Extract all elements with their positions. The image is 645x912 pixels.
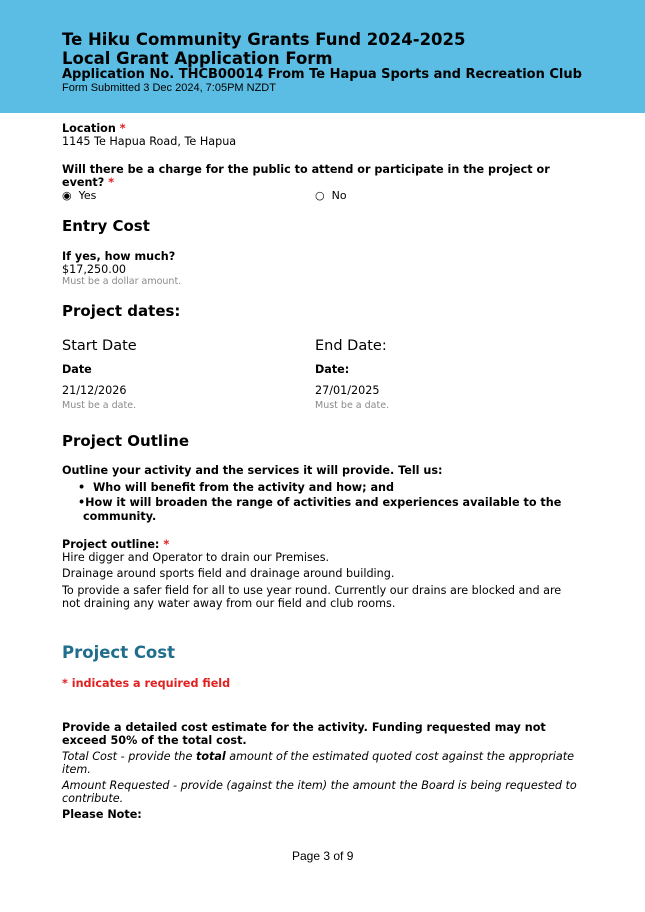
radio-no[interactable] [315, 189, 347, 202]
start-date-label: Date [62, 363, 92, 376]
entry-cost-hint: Must be a dollar amount. [62, 276, 182, 287]
fund-title: Te Hiku Community Grants Fund 2024-2025 [62, 30, 466, 49]
radio-yes-label: Yes [78, 189, 97, 202]
required-mark: * [108, 176, 115, 189]
list-item: • Who will benefit from the activity and how; and [78, 481, 394, 494]
end-date-hint: Must be a date. [315, 400, 390, 411]
required-mark: * [119, 122, 126, 135]
list-item: •How it will broaden the range of activities and experiences available to the [78, 496, 562, 509]
list-item-cont: community. [83, 510, 157, 523]
cost-estimate-instruction-cont: exceed 50% of the total cost. [62, 734, 247, 747]
location-label: Location * [62, 122, 126, 135]
application-number: Application No. THCB00014 From Te Hapua Sports and Recreation Club [62, 67, 582, 82]
bullet-icon: • [78, 481, 86, 494]
cost-estimate-instruction: Provide a detailed cost estimate for the activity. Funding requested may not [62, 721, 546, 734]
please-note-label: Please Note: [62, 808, 142, 821]
project-cost-heading: Project Cost [62, 643, 175, 662]
radio-no-label: No [331, 189, 347, 202]
required-mark: * [163, 538, 170, 551]
entry-cost-value: $17,250.00 [62, 263, 127, 276]
radio-selected-icon: ◉ [62, 189, 72, 202]
end-date-label: Date: [315, 363, 350, 376]
end-date-value: 27/01/2025 [315, 384, 380, 397]
start-date-heading: Start Date [62, 338, 137, 354]
charge-question-label: Will there be a charge for the public to attend or participate in the project or [62, 163, 550, 176]
outline-paragraph: Hire digger and Operator to drain our Premises. [62, 551, 330, 564]
amount-requested-note-cont: contribute. [62, 792, 124, 805]
bullet-icon: • [78, 496, 86, 509]
location-value: 1145 Te Hapua Road, Te Hapua [62, 135, 237, 148]
entry-cost-heading: Entry Cost [62, 217, 150, 235]
required-field-note: * indicates a required field [62, 677, 231, 690]
submitted-timestamp: Form Submitted 3 Dec 2024, 7:05PM NZDT [62, 82, 276, 94]
amount-requested-note: Amount Requested - provide (against the item) the amount the Board is being requested to [62, 779, 577, 792]
end-date-heading: End Date: [315, 338, 387, 354]
total-cost-note: Total Cost - provide the total amount of the estimated quoted cost against the appropriate [62, 750, 575, 763]
project-outline-heading: Project Outline [62, 432, 190, 450]
project-dates-heading: Project dates: [62, 302, 181, 320]
start-date-hint: Must be a date. [62, 400, 137, 411]
total-cost-note-cont: item. [62, 763, 91, 776]
header-banner [0, 0, 645, 113]
start-date-value: 21/12/2026 [62, 384, 127, 397]
outline-paragraph: To provide a safer field for all to use year round. Currently our drains are blocked and are [62, 584, 562, 597]
entry-cost-label: If yes, how much? [62, 250, 176, 263]
outline-paragraph: not draining any water away from our field and club rooms. [62, 597, 396, 610]
radio-yes[interactable] [62, 189, 96, 202]
charge-question-label-cont: event? * [62, 176, 115, 189]
project-outline-label: Project outline: * [62, 538, 170, 551]
outline-paragraph: Drainage around sports field and drainage around building. [62, 567, 395, 580]
total-emphasis: total [195, 750, 226, 763]
form-title: Local Grant Application Form [62, 49, 333, 68]
radio-unselected-icon: ○ [315, 189, 325, 202]
page-number: Page 3 of 9 [292, 849, 354, 863]
project-outline-intro: Outline your activity and the services it will provide. Tell us: [62, 464, 443, 477]
